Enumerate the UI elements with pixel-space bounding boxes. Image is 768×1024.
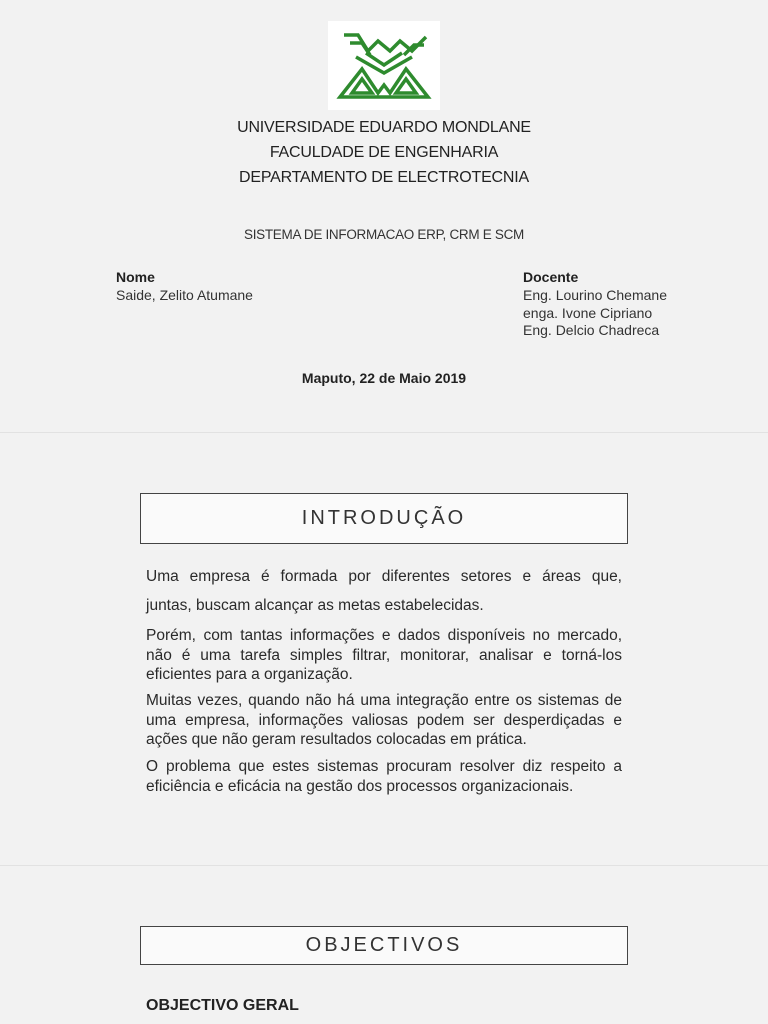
docente-label: Docente bbox=[523, 269, 579, 285]
slide-title: OBJECTIVOS bbox=[140, 926, 628, 965]
faculty-name: FACULDADE DE ENGENHARIA bbox=[269, 144, 499, 161]
department-name: DEPARTAMENTO DE ELECTROTECNIA bbox=[239, 169, 529, 186]
cover-slide bbox=[0, 0, 768, 432]
docente-name: Eng. Lourino Chemane bbox=[523, 287, 667, 303]
slide-title: INTRODUÇÃO bbox=[140, 493, 628, 544]
nome-label: Nome bbox=[116, 269, 155, 285]
docente-name: enga. Ivone Cipriano bbox=[523, 304, 653, 321]
paragraph: juntas, buscam alcançar as metas estabelecidas. bbox=[146, 597, 484, 614]
paragraph: Uma empresa é formada por diferentes setores e áreas que, bbox=[146, 568, 622, 585]
section-subheading: OBJECTIVO GERAL bbox=[146, 997, 299, 1014]
uem-emblem-icon bbox=[328, 21, 440, 110]
presentation-date: Maputo, 22 de Maio 2019 bbox=[301, 370, 467, 386]
paragraph: Muitas vezes, quando não há uma integração entre os sistemas de uma empresa, informações valiosas podem ser desperdiçadas e ações que não geram resultados colocadas em prática. bbox=[146, 692, 622, 748]
presentation-subtitle: SISTEMA DE INFORMACAO ERP, CRM E SCM bbox=[244, 227, 524, 242]
paragraph: Porém, com tantas informações e dados disponíveis no mercado, não é uma tarefa simples filtrar, monitorar, analisar e torná-los eficientes para a organização. bbox=[146, 627, 622, 683]
university-logo bbox=[328, 21, 440, 110]
university-name: UNIVERSIDADE EDUARDO MONDLANE bbox=[237, 119, 531, 136]
docente-name: Eng. Delcio Chadreca bbox=[523, 322, 660, 338]
paragraph: O problema que estes sistemas procuram resolver diz respeito a eficiência e eficácia na gestão dos processos organizacionais. bbox=[146, 758, 622, 795]
objectives-slide bbox=[0, 866, 768, 1024]
introduction-slide bbox=[0, 433, 768, 865]
nome-value: Saide, Zelito Atumane bbox=[116, 287, 253, 303]
